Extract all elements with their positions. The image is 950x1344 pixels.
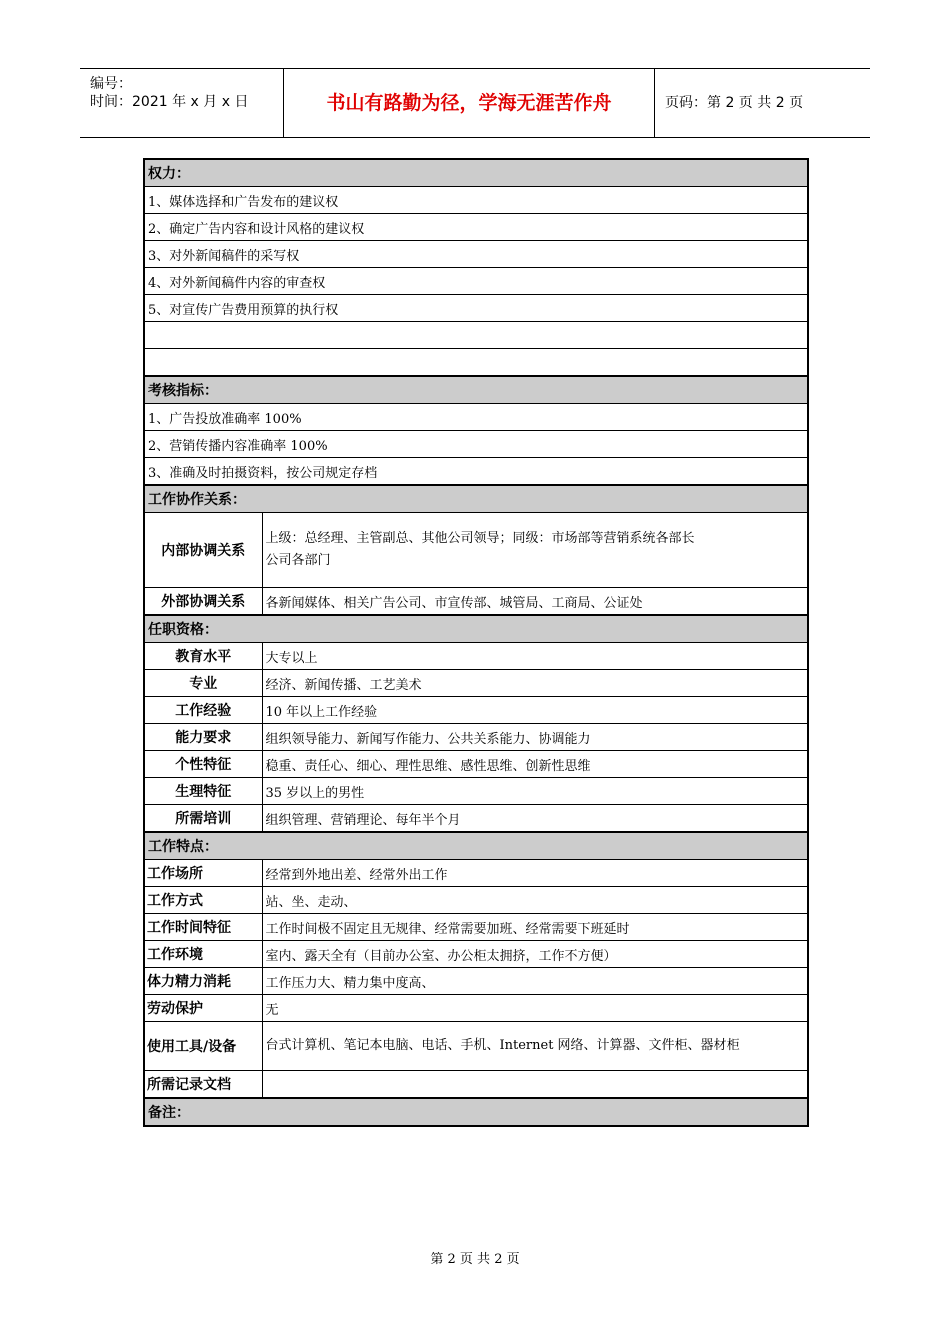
page-header (80, 68, 870, 138)
kpi-item: 2、营销传播内容准确率 100% (144, 431, 808, 458)
section-kpi-title: 考核指标： (144, 376, 808, 404)
internal-relations-line: 公司各部门 (265, 553, 331, 568)
qualification-label: 生理特征 (144, 778, 262, 805)
feature-value: 工作时间极不固定且无规律、经常需要加班、经常需要下班延时 (262, 914, 808, 941)
power-item: 2、确定广告内容和设计风格的建议权 (144, 214, 808, 241)
page-footer: 第 2 页 共 2 页 (430, 1252, 520, 1267)
header-motto: 书山有路勤为径，学海无涯苦作舟 (284, 69, 655, 137)
power-item: 3、对外新闻稿件的采写权 (144, 241, 808, 268)
internal-relations-value (262, 513, 808, 588)
qualification-label: 工作经验 (144, 697, 262, 724)
qualification-label: 所需培训 (144, 805, 262, 833)
qualification-value: 35 岁以上的男性 (262, 778, 808, 805)
empty-row (144, 349, 808, 377)
qualification-value: 组织领导能力、新闻写作能力、公共关系能力、协调能力 (262, 724, 808, 751)
job-description-table (143, 158, 809, 1127)
feature-label: 劳动保护 (144, 995, 262, 1022)
feature-value: 室内、露天全有（目前办公室、办公柜太拥挤，工作不方便） (262, 941, 808, 968)
qualification-value: 组织管理、营销理论、每年半个月 (262, 805, 808, 833)
power-item: 1、媒体选择和广告发布的建议权 (144, 187, 808, 214)
section-features-title: 工作特点： (144, 832, 808, 860)
feature-label: 使用工具/设备 (144, 1022, 262, 1071)
section-qualifications-title: 任职资格： (144, 615, 808, 643)
feature-value: 经常到外地出差、经常外出工作 (262, 860, 808, 887)
power-item: 5、对宣传广告费用预算的执行权 (144, 295, 808, 322)
qualification-value: 大专以上 (262, 643, 808, 670)
internal-relations-line: 上级：总经理、主管副总、其他公司领导；同级：市场部等营销系统各部长 (265, 531, 695, 546)
feature-label: 体力精力消耗 (144, 968, 262, 995)
qualification-label: 能力要求 (144, 724, 262, 751)
qualification-value: 10 年以上工作经验 (262, 697, 808, 724)
qualification-label: 教育水平 (144, 643, 262, 670)
qualification-value: 稳重、责任心、细心、理性思维、感性思维、创新性思维 (262, 751, 808, 778)
internal-relations-label: 内部协调关系 (144, 513, 262, 588)
feature-value: 无 (262, 995, 808, 1022)
feature-label: 所需记录文档 (144, 1071, 262, 1099)
feature-value: 站、坐、走动、 (262, 887, 808, 914)
external-relations-value: 各新闻媒体、相关广告公司、市宣传部、城管局、工商局、公证处 (262, 588, 808, 616)
qualification-label: 个性特征 (144, 751, 262, 778)
qualification-label: 专业 (144, 670, 262, 697)
empty-row (144, 322, 808, 349)
section-powers-title: 权力： (144, 159, 808, 187)
kpi-item: 3、准确及时拍摄资料，按公司规定存档 (144, 458, 808, 486)
qualification-value: 经济、新闻传播、工艺美术 (262, 670, 808, 697)
feature-value (262, 1071, 808, 1099)
document-time: 时间：2021 年 x 月 x 日 (90, 94, 249, 110)
external-relations-label: 外部协调关系 (144, 588, 262, 616)
feature-label: 工作时间特征 (144, 914, 262, 941)
section-relations-title: 工作协作关系： (144, 485, 808, 513)
power-item: 4、对外新闻稿件内容的审查权 (144, 268, 808, 295)
header-page-number: 页码：第 2 页 共 2 页 (665, 95, 804, 111)
feature-label: 工作场所 (144, 860, 262, 887)
document-number: 编号： (90, 76, 132, 92)
kpi-item: 1、广告投放准确率 100% (144, 404, 808, 431)
section-remarks-title: 备注： (144, 1098, 808, 1126)
feature-label: 工作方式 (144, 887, 262, 914)
feature-value: 台式计算机、笔记本电脑、电话、手机、Internet 网络、计算器、文件柜、器材柜 (262, 1022, 808, 1071)
header-meta (80, 69, 284, 137)
feature-label: 工作环境 (144, 941, 262, 968)
feature-value: 工作压力大、精力集中度高、 (262, 968, 808, 995)
